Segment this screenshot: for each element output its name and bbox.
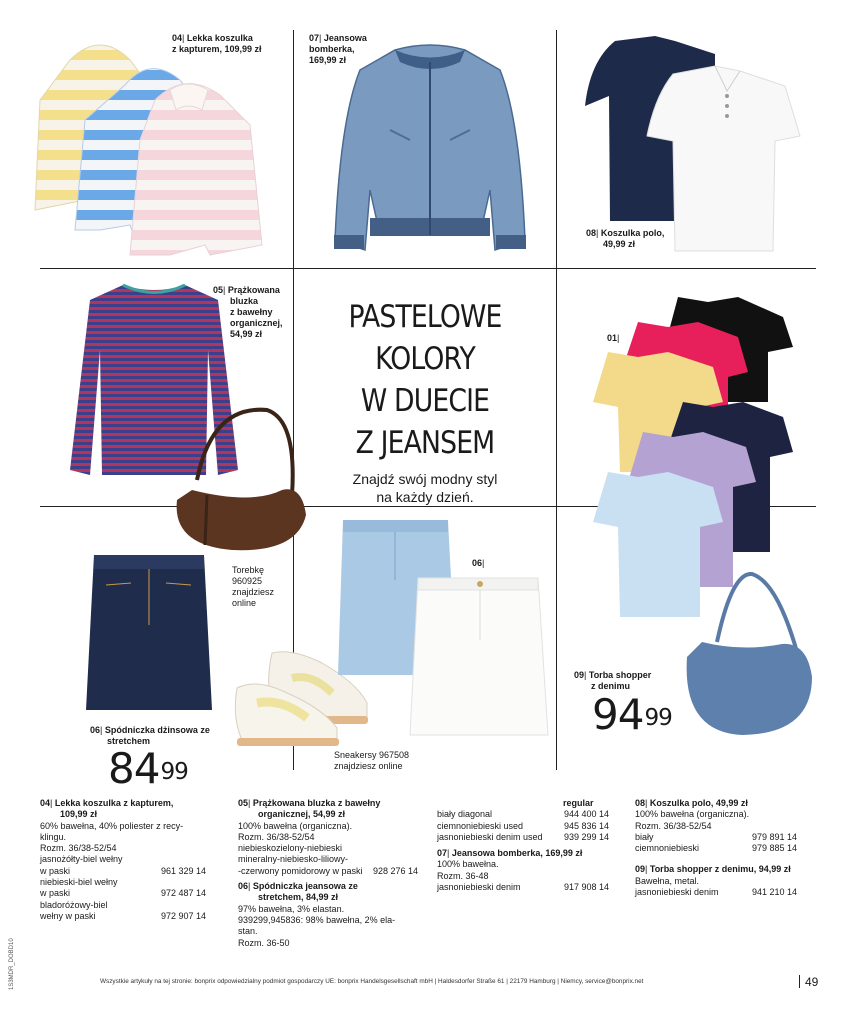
bag-note [232, 565, 274, 609]
variant-code: 961 329 14 [160, 865, 206, 876]
caption-01: 01| [607, 333, 620, 343]
polo-shirts-image [575, 36, 805, 256]
variant-label: biały [635, 831, 654, 842]
caption-text: Koszulka polo, [600, 228, 665, 238]
page-number: 49 [805, 975, 819, 989]
sneaker-note [334, 750, 409, 772]
variant-code: 972 487 14 [160, 888, 206, 899]
variant-code: 945 836 14 [563, 820, 609, 831]
caption-text: organicznej, [230, 318, 283, 328]
bag-note-line: online [232, 598, 257, 608]
spec-variant [40, 854, 206, 877]
price-cents: 99 [160, 758, 188, 785]
spec-desc: stan. [238, 926, 258, 937]
caption-price: 54,99 zł [230, 329, 263, 339]
denim-shopper-image [682, 572, 814, 738]
spec-number: 04 [40, 798, 51, 808]
spec-06-variants: regular biały diagonal 944 400 14 ciemnoniebieski used 945 836 14 jasnoniebieski denim used 939 299 14 07| Jeansowa bomberka, 169,99 zł 100% bawełna. Rozm. 36-48 jasnoniebieski denim 917 908 14 [437, 798, 609, 893]
caption-06-bottom: 06| Spódniczka dżinsowa ze stretchem [90, 725, 210, 746]
sneaker-note-line: Sneakersy 967508 [334, 750, 410, 760]
caption-price: 49,99 zł [603, 239, 636, 249]
caption-text: Torba shopper [588, 670, 652, 680]
spec-number: 06 [238, 881, 249, 892]
brown-bag-image [172, 405, 310, 555]
caption-price: 169,99 zł [309, 55, 347, 65]
spec-desc: Rozm. 36/38-52/54 [40, 843, 117, 854]
spec-title: Jeansowa bomberka, 169,99 zł [451, 848, 583, 859]
spec-desc: Rozm. 36-48 [437, 870, 489, 881]
variant-label: ciemnoniebieski used [437, 820, 524, 831]
spec-desc: 97% bawełna, 3% elastan. [238, 903, 345, 914]
denim-bomber-image [330, 40, 530, 258]
spec-title: Lekka koszulka z kapturem, [54, 798, 174, 808]
price-06 [108, 746, 188, 792]
caption-text: Jeansowa [323, 33, 367, 43]
caption-08: 08| Koszulka polo, 49,99 zł [586, 228, 665, 249]
variant-label: bladoróżowy-biel [40, 899, 108, 910]
spec-desc: mineralny-niebiesko-liliowy- [238, 854, 349, 865]
spec-title: Spódniczka jeansowa ze [252, 881, 358, 892]
caption-text: bluzka [230, 296, 259, 306]
bag-note-line: Torebkę [232, 565, 265, 575]
page-number-divider [799, 975, 800, 988]
variant-label: jasnoniebieski denim used [437, 831, 543, 842]
spec-desc: Bawełna, metal. [635, 875, 700, 886]
caption-text: Spódniczka dżinsowa ze [104, 725, 210, 735]
variant-label: jasnożółty-biel wełny [40, 854, 123, 865]
spec-title: Torba shopper z denimu, 94,99 zł [649, 864, 791, 875]
spec-title: 109,99 zł [60, 809, 98, 820]
spec-number: 08 [635, 798, 646, 808]
variant-label: jasnoniebieski denim [437, 882, 521, 893]
caption-text: Prążkowana [227, 285, 280, 295]
spec-desc: Rozm. 36-50 [238, 937, 290, 948]
caption-text: Lekka koszulka [186, 33, 253, 43]
hoodies-image [30, 30, 270, 262]
variant-label: w paski [40, 865, 71, 876]
caption-number: 01 [607, 333, 618, 343]
sneaker-note-line: znajdziesz online [334, 761, 403, 771]
spec-04: 04| Lekka koszulka z kapturem, 109,99 zł 60% bawełna, 40% poliester z recy- klingu. Rozm. 36/38-52/54 jasnożółty-biel wełny w paski 961 329 14 niebieski-biel wełny w paski 972 487 14 bladoróżowy-biel wełny w paski 972 907 14 [40, 798, 206, 921]
footer-legal: Wszystkie artykuły na tej stronie: bonprix odpowiedzialny podmiot gospodarczy UE: bonprix Handelsgesellschaft mbH | Haldesdorfer Straße 61 | 22179 Hamburg | Niemcy, service@bonprix.net [100, 978, 644, 985]
headline-line-2: W DUECIE [360, 383, 490, 419]
spec-desc: 60% bawełna, 40% poliester z recy- [40, 820, 184, 831]
variant-code: 944 400 14 [563, 809, 609, 820]
headline-line-3: Z JEANSEM [355, 425, 495, 461]
variant-label: niebieski-biel wełny [40, 877, 118, 888]
spec-desc: niebieskozielony-niebieski [238, 843, 343, 854]
caption-number: 04 [172, 33, 183, 43]
caption-number: 06 [472, 558, 483, 568]
variant-code: 941 210 14 [751, 887, 797, 898]
caption-text: z denimu [591, 681, 631, 691]
caption-06-top: 06| [472, 558, 485, 568]
price-cents: 99 [644, 704, 672, 731]
spec-number: 05 [238, 798, 249, 808]
grid-hline-top [40, 268, 816, 269]
variant-code: 979 885 14 [751, 843, 797, 854]
spec-title: stretchem, 84,99 zł [258, 892, 339, 903]
variant-label: jasnoniebieski denim [635, 887, 719, 898]
spec-variant [40, 877, 206, 900]
spec-desc: -czerwony pomidorowy w paski [238, 865, 363, 876]
spec-title: Prążkowana bluzka z bawełny [252, 798, 381, 808]
skirts-image [338, 520, 550, 740]
spec-desc: klingu. [40, 831, 67, 842]
caption-04: 04| Lekka koszulka z kapturem, 109,99 zł [172, 33, 262, 54]
variant-header: regular [563, 798, 594, 808]
caption-text: bomberka, [309, 44, 355, 54]
spec-05: 05| Prążkowana bluzka z bawełny organicznej, 54,99 zł 100% bawełna (organiczna). Rozm. 36/38-52/54 niebieskozielony-niebieski mineralny-niebiesko-liliowy- -czerwony pomidorowy w paski 928 276 14 06| Spódniczka jeansowa ze stretchem, 84,99 zł 97% bawełna, 3% elastan. 939299,945836: 98% bawełna, 2% ela- stan. Rozm. 36-50 [238, 798, 418, 948]
variant-label: wełny w paski [40, 910, 96, 921]
variant-label: ciemnoniebieski [635, 843, 700, 854]
caption-number: 09 [574, 670, 585, 680]
caption-text: z bawełny [230, 307, 273, 317]
caption-number: 06 [90, 725, 101, 735]
variant-code: 979 891 14 [751, 831, 797, 842]
spec-title: organicznej, 54,99 zł [258, 809, 346, 820]
variant-code: 939 299 14 [563, 831, 609, 842]
price-09 [592, 692, 672, 738]
denim-skirt-image [86, 555, 212, 710]
variant-label: biały diagonal [437, 809, 493, 820]
caption-price: z kapturem, 109,99 zł [172, 44, 262, 54]
spec-desc: 100% bawełna (organiczna). [238, 820, 353, 831]
spec-desc: Rozm. 36/38-52/54 [238, 831, 315, 842]
spec-desc: 939299,945836: 98% bawełna, 2% ela- [238, 914, 396, 925]
variant-code: 917 908 14 [563, 882, 609, 893]
caption-09: 09| Torba shopper z denimu [574, 670, 652, 691]
spec-desc: Rozm. 36/38-52/54 [635, 820, 712, 831]
variant-code: 928 276 14 [372, 865, 418, 876]
caption-text: stretchem [107, 736, 151, 746]
spec-number: 09 [635, 864, 646, 875]
side-code: 1S3MDR_DOBD10 [9, 938, 15, 990]
spec-variant [40, 900, 206, 923]
variant-label: w paski [40, 888, 71, 899]
price-integer: 94 [592, 690, 644, 739]
spec-08: 08| Koszulka polo, 49,99 zł 100% bawełna (organiczna). Rozm. 36/38-52/54 biały 979 891 14 ciemnoniebieski 979 885 14 09| Torba shopper z denimu, 94,99 zł Bawełna, metal. jasnoniebieski denim 941 210 14 [635, 798, 797, 898]
bag-note-line: 960925 [232, 576, 263, 586]
spec-desc: 100% bawełna. [437, 859, 499, 870]
spec-number: 07 [437, 848, 448, 859]
headline-line-1: PASTELOWE KOLORY [348, 299, 502, 377]
caption-number: 05 [213, 285, 224, 295]
headline-block [294, 296, 556, 506]
price-integer: 84 [108, 744, 160, 793]
spec-title: Koszulka polo, 49,99 zł [649, 798, 748, 808]
grid-vline-right [556, 30, 557, 770]
caption-number: 08 [586, 228, 597, 238]
spec-desc: 100% bawełna (organiczna). [635, 809, 750, 820]
bag-note-line: znajdziesz [232, 587, 275, 597]
variant-code: 972 907 14 [160, 910, 206, 921]
caption-number: 07 [309, 33, 320, 43]
subline-2: na każdy dzień. [376, 489, 474, 505]
caption-05: 05| Prążkowana bluzka z bawełny organicznej, 54,99 zł [213, 285, 283, 339]
caption-07: 07| Jeansowa bomberka, 169,99 zł [309, 33, 367, 65]
subline-1: Znajdź swój modny styl [352, 471, 498, 487]
